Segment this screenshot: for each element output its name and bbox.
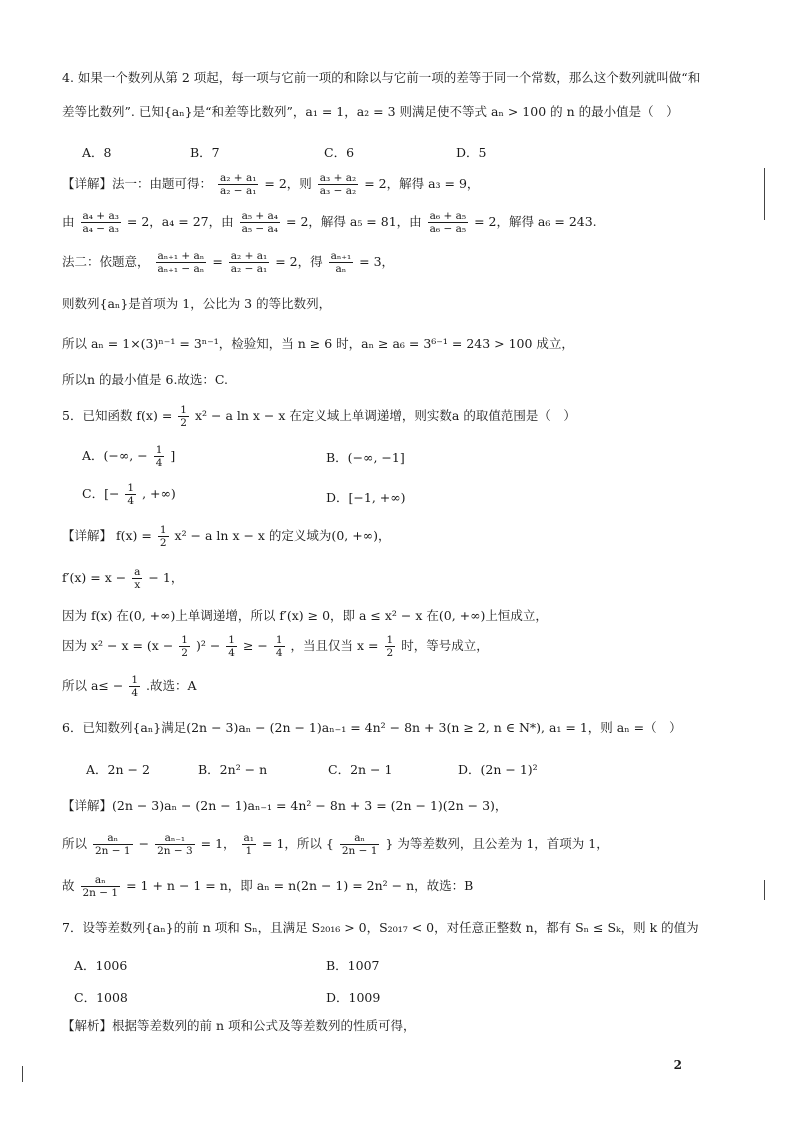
fraction: $\frac{\text{a₅ + a₄}}{\text{a₅ − a₄}}$ xyxy=(241,210,279,236)
q4-solution-line2: 由 $\frac{\text{a₄ + a₃}}{\text{a₄ − a₃}}$ = 2，a₄ = 27，由 $\frac{\text{a₅ + a₄}}{\text{a₅ − a₄}}$ = 2，解得 a₅ = 81，由 $\frac{\text{a₆ + a₅}}{\text{a₆ − a₅}}$ = 2，解得 a₆ = 243. xyxy=(62,210,597,236)
q5-solution-line2: f′(x) = x − $\frac{a}{x}$ − 1， xyxy=(62,566,184,592)
fraction: $\frac{\text{a₁}}{1}$ xyxy=(243,832,255,858)
q4-solution-line3: 法二：依题意， $\frac{\text{aₙ₊₁ + aₙ}}{\text{aₙ₊₁ − aₙ}}$ = $\frac{\text{a₂ + a₁}}{\text{a₂ − a₁}}$ = 2，得 $\frac{\text{aₙ₊₁}}{\text{aₙ}}$ = 3， xyxy=(62,250,395,276)
q5-solution-line3: 因为 f(x) 在(0, +∞)上单调递增，所以 f′(x) ≥ 0，即 a ≤ x² − x 在(0, +∞)上恒成立， xyxy=(62,608,548,623)
scan-mark xyxy=(22,1066,23,1082)
q6-solution-line3: 故 $\frac{\text{aₙ}}{2n - 1}$ = 1 + n − 1 = n，即 aₙ = n(2n − 1) = 2n² − n，故选：B xyxy=(62,874,474,900)
q6-option-d: D．(2n − 1)² xyxy=(458,762,538,777)
q7-option-c: C．1008 xyxy=(74,990,128,1005)
fraction: $\frac{1}{2}$ xyxy=(181,634,188,660)
q4-option-c: C．6 xyxy=(324,145,355,160)
q5-solution-line5: 所以 a≤ − $\frac{1}{4}$ .故选：A xyxy=(62,674,197,700)
fraction: $\frac{\text{a₆ + a₅}}{\text{a₆ − a₅}}$ xyxy=(429,210,467,236)
q6-option-b: B．2n² − n xyxy=(198,762,268,777)
fraction: $\frac{\text{a₄ + a₃}}{\text{a₄ − a₃}}$ xyxy=(82,210,119,236)
q5-option-b: B．(−∞, −1] xyxy=(326,450,405,465)
q7-option-a: A．1006 xyxy=(74,958,128,973)
q7-stem: 7．设等差数列{aₙ}的前 n 项和 Sₙ，且满足 S₂₀₁₆ > 0，S₂₀₁₇ < 0，对任意正整数 n，都有 Sₙ ≤ Sₖ，则 k 的值为 xyxy=(62,920,699,935)
q6-option-c: C．2n − 1 xyxy=(328,762,393,777)
q7-option-b: B．1007 xyxy=(326,958,380,973)
q6-stem: 6．已知数列{aₙ}满足(2n − 3)aₙ − (2n − 1)aₙ₋₁ = 4n² − 8n + 3(n ≥ 2, n ∈ N*), a₁ = 1，则 aₙ =（ ） xyxy=(62,720,682,735)
q4-solution-line6: 所以n 的最小值是 6.故选：C. xyxy=(62,372,229,387)
q6-solution-line2: 所以 $\frac{\text{aₙ}}{2n - 1}$ − $\frac{\text{aₙ₋₁}}{2n - 3}$ = 1， $\frac{\text{a₁}}{1}$ = 1，所以 { $\frac{\text{aₙ}}{2n - 1}$ } 为等差数列，且公差为 1，首项为 1， xyxy=(62,832,609,858)
q4-option-b: B．7 xyxy=(190,145,220,160)
q4-solution-line4: 则数列{aₙ}是首项为 1，公比为 3 的等比数列， xyxy=(62,296,332,311)
q4-solution-line1: 【详解】法一：由题可得： $\frac{\text{a₂ + a₁}}{\text{a₂ − a₁}}$ = 2，则 $\frac{\text{a₃ + a₂}}{\text{a₃ − a₂}}$ = 2，解得 a₃ = 9， xyxy=(62,172,480,198)
fraction: $\frac{1}{4}$ xyxy=(155,444,163,470)
q4-stem-line2: 差等比数列”. 已知{aₙ}是“和差等比数列”，a₁ = 1，a₂ = 3 则满足使不等式 aₙ > 100 的 n 的最小值是（ ） xyxy=(62,104,679,119)
fraction: $\frac{\text{aₙ}}{2n - 1}$ xyxy=(82,874,119,900)
q7-analysis: 【解析】根据等差数列的前 n 项和公式及等差数列的性质可得， xyxy=(62,1018,416,1033)
q5-solution-line4: 因为 x² − x = (x − $\frac{1}{2}$ )² − $\frac{1}{4}$ ≥ − $\frac{1}{4}$ ，当且仅当 x = $\frac{1}{2}$ 时，等号成立， xyxy=(62,634,489,660)
fraction: $\frac{\text{a₂ + a₁}}{\text{a₂ − a₁}}$ xyxy=(220,172,257,198)
q4-solution-line5: 所以 aₙ = 1×(3)ⁿ⁻¹ = 3ⁿ⁻¹，检验知，当 n ≥ 6 时，aₙ ≥ a₆ = 3⁶⁻¹ = 243 > 100 成立， xyxy=(62,336,574,351)
fraction: $\frac{\text{aₙ₊₁}}{\text{aₙ}}$ xyxy=(330,250,352,276)
fraction: $\frac{a}{x}$ xyxy=(134,566,141,592)
fraction: $\frac{\text{aₙ}}{2n - 1}$ xyxy=(341,832,378,858)
fraction: $\frac{\text{aₙ}}{2n - 1}$ xyxy=(95,832,131,858)
scan-mark xyxy=(764,880,765,900)
scan-mark xyxy=(764,168,765,220)
page-number: 2 xyxy=(673,1058,682,1072)
q7-option-d: D．1009 xyxy=(326,990,381,1005)
fraction: $\frac{\text{aₙ₋₁}}{2n - 3}$ xyxy=(157,832,193,858)
fraction: $\frac{1}{4}$ xyxy=(275,634,283,660)
q6-option-a: A．2n − 2 xyxy=(86,762,150,777)
q4-option-d: D．5 xyxy=(456,145,487,160)
fraction: $\frac{1}{2}$ xyxy=(386,634,394,660)
q5-option-d: D．[−1, +∞) xyxy=(326,490,406,505)
fraction: $\frac{\text{a₂ + a₁}}{\text{a₂ − a₁}}$ xyxy=(230,250,268,276)
fraction: $\frac{1}{2}$ xyxy=(159,524,167,550)
fraction: $\frac{\text{a₃ + a₂}}{\text{a₃ − a₂}}$ xyxy=(319,172,357,198)
q5-option-c: C．[− $\frac{1}{4}$ , +∞) xyxy=(82,482,176,508)
q5-option-a: A．(−∞, − $\frac{1}{4}$ ] xyxy=(82,444,176,470)
q4-option-a: A．8 xyxy=(82,145,112,160)
fraction: $\frac{1}{4}$ xyxy=(127,482,135,508)
q5-solution-line1: 【详解】 f(x) = $\frac{1}{2}$ x² − a ln x − x 的定义域为(0, +∞)， xyxy=(62,524,391,550)
fraction: $\frac{1}{2}$ xyxy=(180,404,187,430)
fraction: $\frac{1}{4}$ xyxy=(228,634,235,660)
fraction: $\frac{\text{aₙ₊₁ + aₙ}}{\text{aₙ₊₁ − aₙ}}$ xyxy=(157,250,205,276)
q4-stem-line1: 4. 如果一个数列从第 2 项起，每一项与它前一项的和除以与它前一项的差等于同一个常数，那么这个数列就叫做“和 xyxy=(62,70,701,85)
q5-stem: 5．已知函数 f(x) = $\frac{1}{2}$ x² − a ln x − x 在定义域上单调递增，则实数a 的取值范围是（ ） xyxy=(62,404,576,430)
q6-solution-line1: 【详解】(2n − 3)aₙ − (2n − 1)aₙ₋₁ = 4n² − 8n + 3 = (2n − 1)(2n − 3)， xyxy=(62,798,508,813)
fraction: $\frac{1}{4}$ xyxy=(131,674,139,700)
